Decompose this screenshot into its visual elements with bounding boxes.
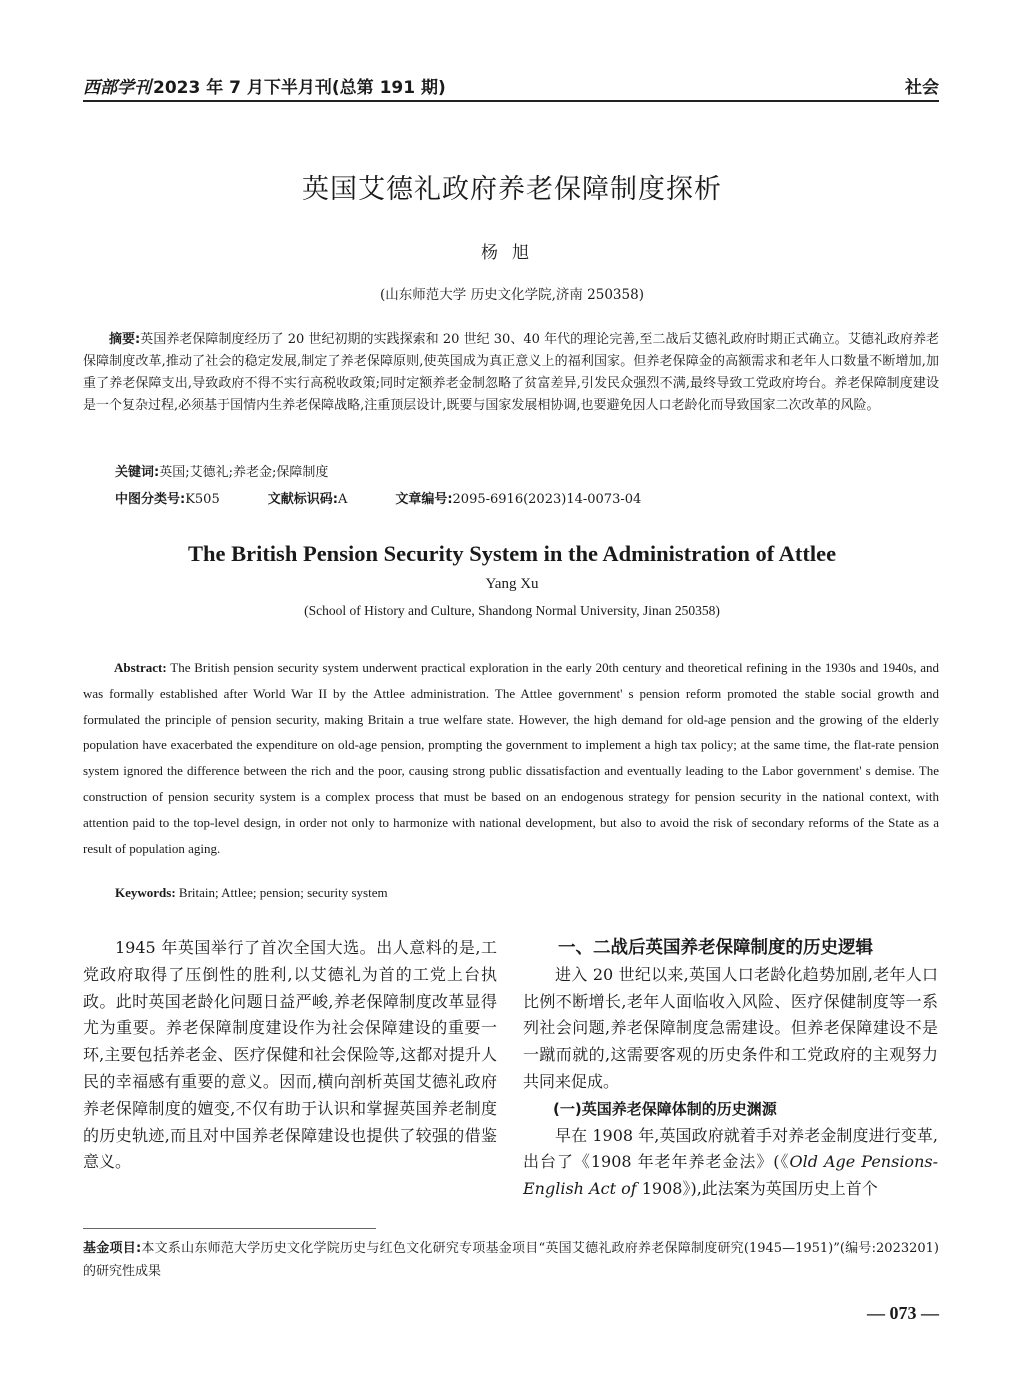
- keywords-en-text: Britain; Attlee; pension; security system: [178, 885, 388, 900]
- header-rule: [83, 100, 939, 102]
- footnote-rule: [83, 1228, 376, 1229]
- act-title-italic: Old Age Pensions-English Act of: [523, 1152, 938, 1199]
- classification-line: [115, 488, 689, 507]
- abstract-en-label: Abstract:: [114, 660, 167, 675]
- clc-label: 中图分类号:: [115, 492, 186, 507]
- doc-label: 文献标识码:: [267, 492, 338, 507]
- article-number: [395, 488, 641, 507]
- issue-label: 2023 年 7 月下半月刊(总第 191 期): [153, 78, 446, 98]
- abstract-zh-label: 摘要:: [109, 332, 141, 347]
- funding-label: 基金项目:: [83, 1241, 142, 1256]
- doc-value: A: [337, 492, 348, 507]
- art-label: 文章编号:: [395, 492, 453, 507]
- section-label: 社会: [905, 78, 939, 98]
- abstract-en-text: The British pension security system underwent practical exploration in the early 20th century and theoretical refining in the 1930s and 1940s, and was formally established after World War II by the Attlee administration. The Attlee government' s pension reform promoted the stable social growth and formulated the principle of pension security, making Britain a true welfare state. However, the high demand for old-age pension and the growing of the elderly population have exacerbated the expenditure on old-age pension, prompting the government to implement a high tax policy; at the same time, the flat-rate pension system ignored the difference between the rich and the poor, causing strong public dissatisfaction and eventually leading to the Labor government' s demise. The construction of pension security system is a complex process that must be based on an endogenous strategy for pension security in the national context, with attention paid to the top-level design, in order not only to harmonize with national development, but also to avoid the risk of secondary reforms of the State as a result of population aging.: [83, 660, 939, 856]
- body-paragraph: 进入 20 世纪以来,英国人口老龄化趋势加剧,老年人口比例不断增长,老年人面临收入风险、医疗保健制度等一系列社会问题,养老保障制度急需建设。但养老保障建设不是一蹴而就的,这需要客观的历史条件和工党政府的主观努力共同来促成。: [523, 964, 938, 1091]
- keywords-zh-text: 英国;艾德礼;养老金;保障制度: [159, 465, 329, 480]
- clc-number: [115, 488, 220, 507]
- art-value: 2095-6916(2023)14-0073-04: [452, 492, 642, 507]
- abstract-zh: [83, 329, 939, 417]
- body-column-right: [523, 935, 938, 1203]
- abstract-en: [83, 655, 939, 861]
- funding-text: 本文系山东师范大学历史文化学院历史与红色文化研究专项基金项目“英国艾德礼政府养老保障制度研究(1945—1951)”(编号:2023201)的研究性成果: [83, 1241, 940, 1279]
- funding-footnote: [83, 1237, 939, 1283]
- journal-logo: 西部学刊: [83, 78, 151, 98]
- article-title-en: The British Pension Security System in the Administration of Attlee: [187, 541, 837, 566]
- abstract-zh-text: 英国养老保障制度经历了 20 世纪初期的实践探索和 20 世纪 30、40 年代的理论完善,至二战后艾德礼政府时期正式确立。艾德礼政府养老保障制度改革,推动了社会的稳定发展,制定了养老保障原则,使英国成为真正意义上的福利国家。但养老保障金的高额需求和老年人口数量不断增加,加重了养老保障支出,导致政府不得不实行高税收政策;同时定额养老金制忽略了贫富差异,引发民众强烈不满,最终导致工党政府垮台。养老保障制度建设是一个复杂过程,必须基于国情内生养老保障战略,注重顶层设计,既要与国家发展相协调,也要避免因人口老龄化而导致国家二次改革的风险。: [83, 332, 939, 413]
- header-issue-info: [83, 73, 446, 98]
- running-header: [83, 70, 939, 98]
- author-en: Yang Xu: [485, 576, 539, 592]
- keywords-zh-label: 关键词:: [115, 465, 160, 480]
- clc-value: K505: [185, 492, 220, 507]
- keywords-en-label: Keywords:: [115, 885, 176, 900]
- article-title-zh: 英国艾德礼政府养老保障制度探析: [302, 174, 722, 205]
- author-zh: 杨旭: [481, 243, 543, 263]
- body-text-run: 1908》),此法案为英国历史上首个: [636, 1179, 878, 1199]
- subsection-heading: (一)英国养老保障体制的历史渊源: [553, 1099, 777, 1118]
- affiliation-zh: (山东师范大学 历史文化学院,济南 250358): [380, 287, 644, 303]
- document-code: [268, 488, 348, 507]
- body-paragraph: 1945 年英国举行了首次全国大选。出人意料的是,工党政府取得了压倒性的胜利,以艾德礼为首的工党上台执政。此时英国老龄化问题日益严峻,养老保障制度改革显得尤为重要。养老保障制度建设作为社会保障建设的重要一环,主要包括养老金、医疗保健和社会保险等,这都对提升人民的幸福感有重要的意义。因而,横向剖析英国艾德礼政府养老保障制度的嬗变,不仅有助于认识和掌握英国养老制度的历史轨迹,而且对中国养老保障建设也提供了较强的借鉴意义。: [83, 938, 497, 1172]
- keywords-zh: [115, 461, 328, 480]
- page-number: — 073 —: [867, 1303, 939, 1323]
- body-column-left: [83, 935, 497, 1176]
- affiliation-en: (School of History and Culture, Shandong Normal University, Jinan 250358): [304, 603, 720, 618]
- body-text-run: 早在 1908 年,英国政府就着手对养老金制度进行变革,出台了《1908 年老年养老金法》(《: [523, 1125, 938, 1172]
- section-heading: 一、二战后英国养老保障制度的历史逻辑: [558, 938, 873, 958]
- body-paragraph: [523, 1123, 938, 1203]
- keywords-en: [115, 885, 388, 901]
